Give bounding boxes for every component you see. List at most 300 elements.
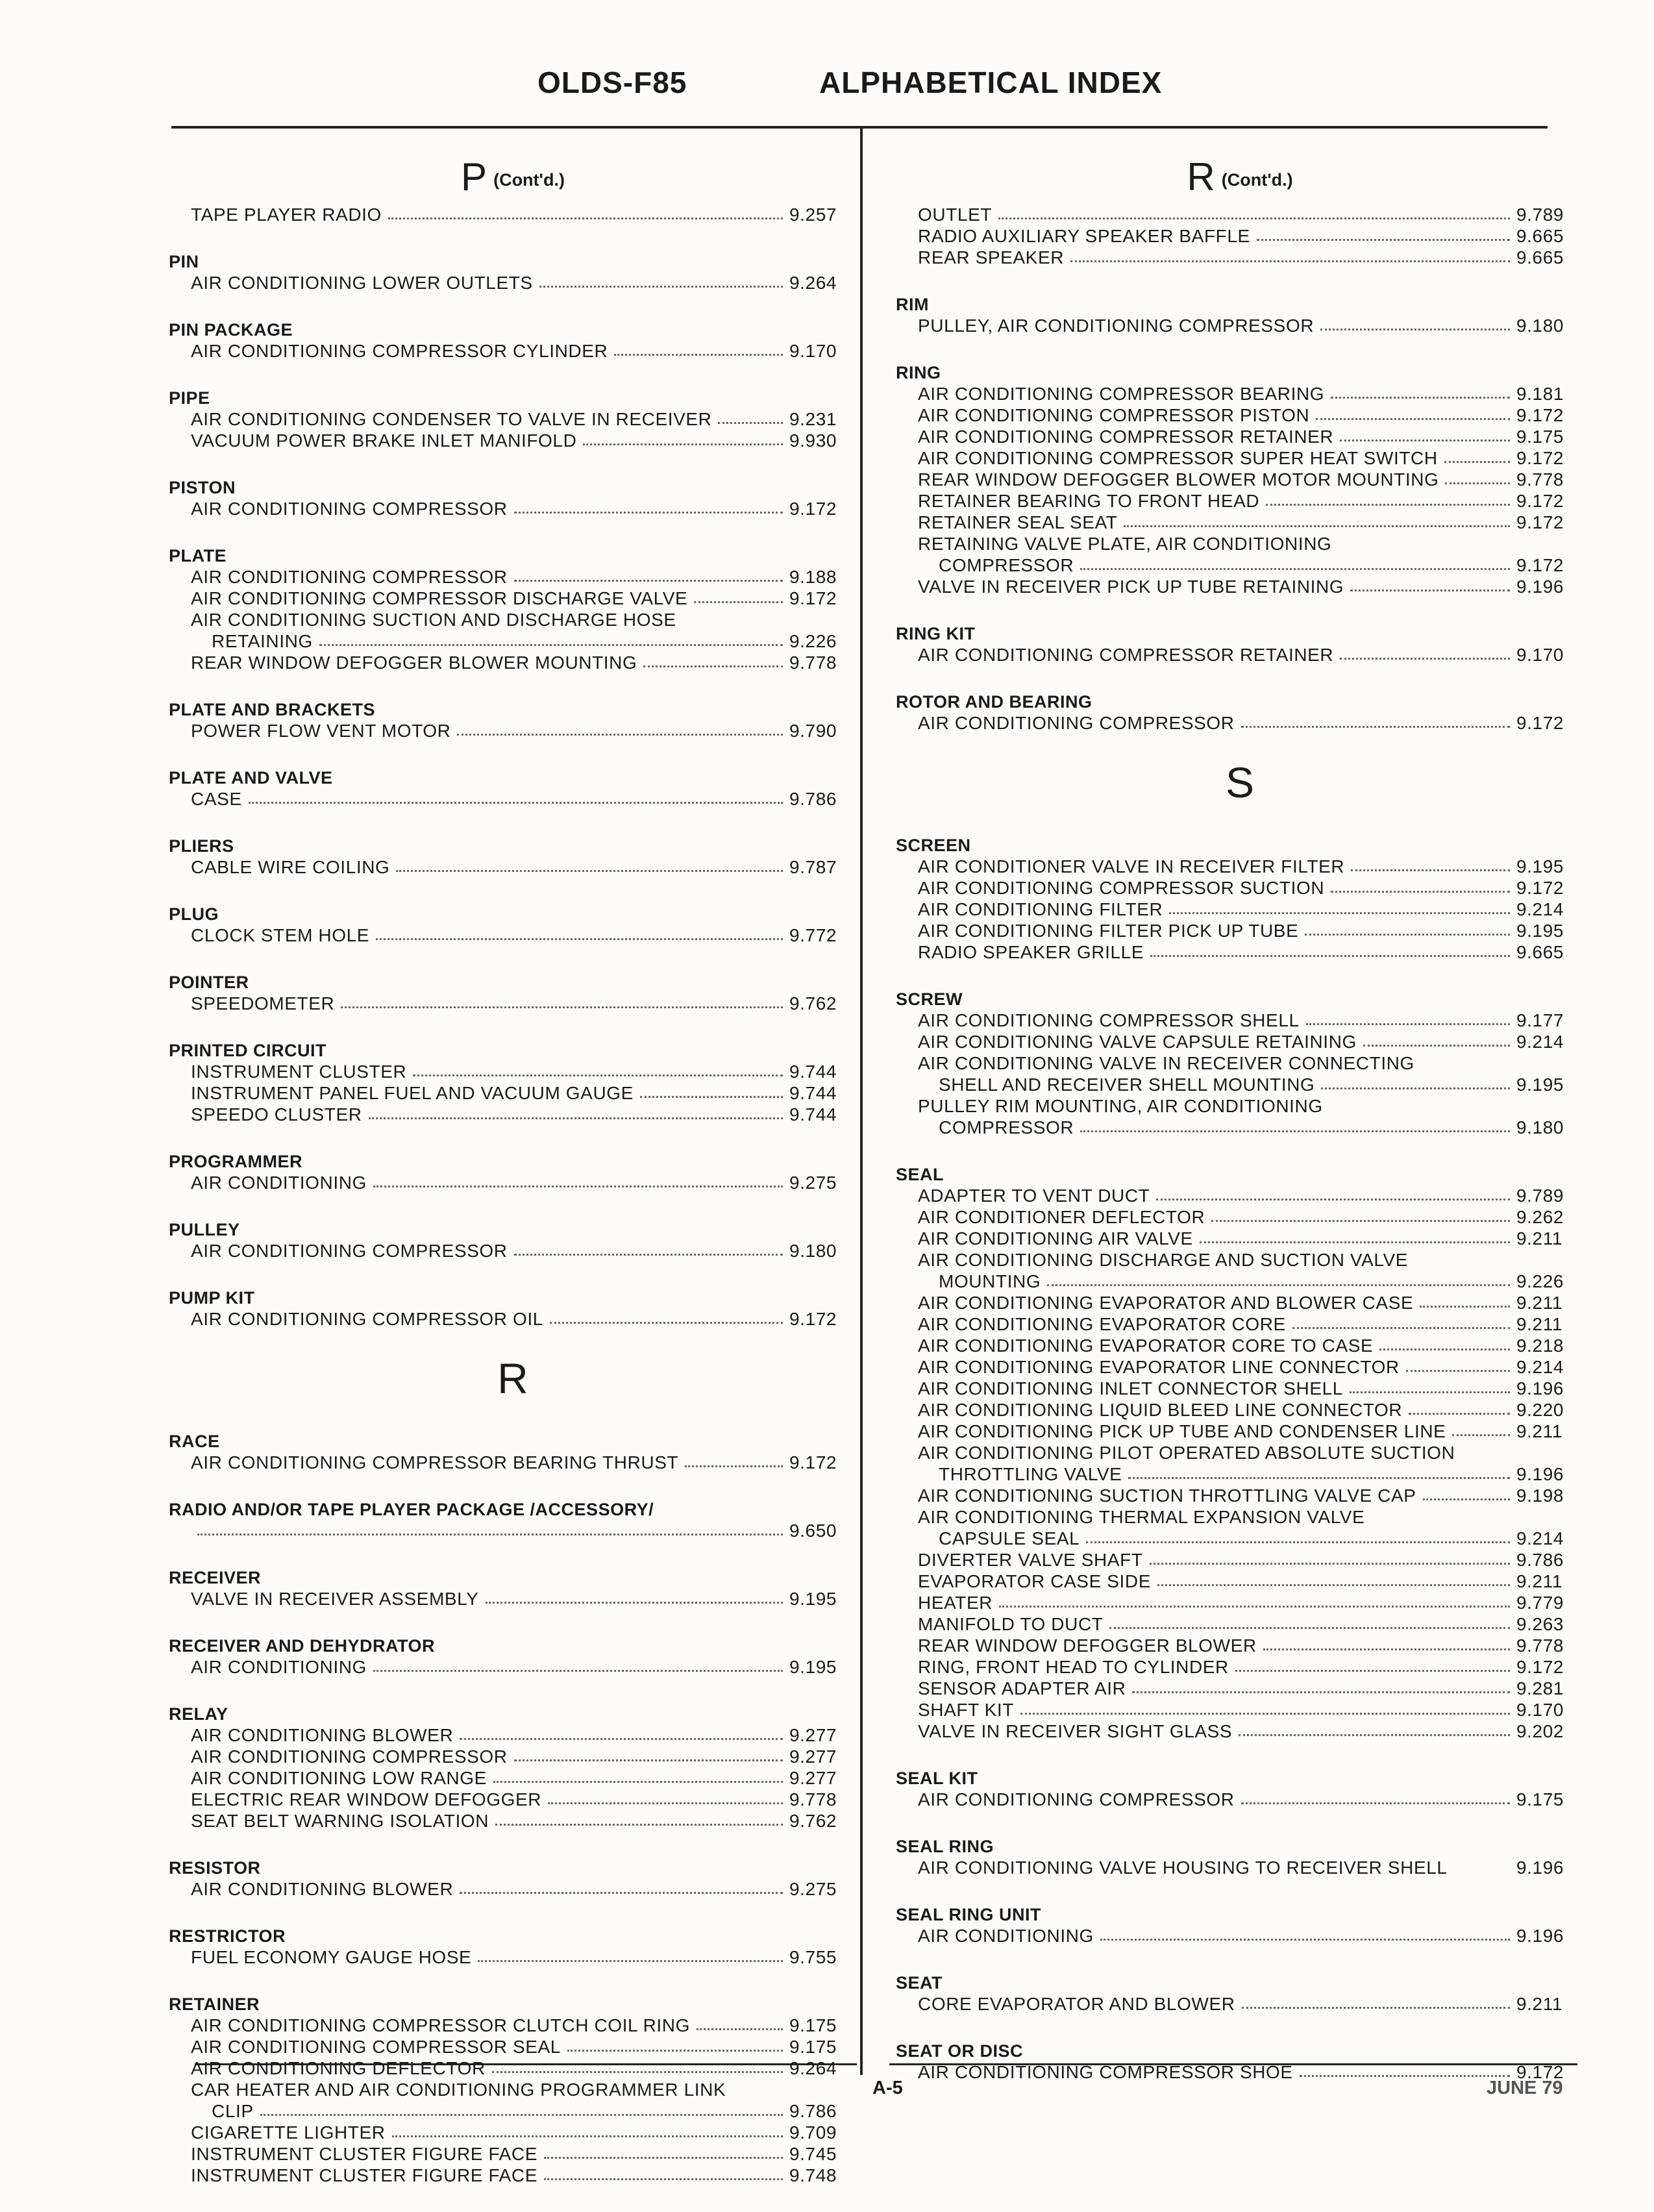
index-heading: PUMP KIT — [169, 1288, 255, 1308]
dot-leader — [260, 2114, 783, 2116]
dot-leader — [396, 870, 783, 872]
index-entry — [896, 1206, 1584, 1228]
dot-leader — [583, 443, 783, 445]
entry-label: REAR SPEAKER — [918, 247, 1065, 268]
dot-leader — [1452, 1434, 1510, 1436]
entry-label: CORE EVAPORATOR AND BLOWER — [918, 1994, 1235, 2015]
dot-leader — [685, 1465, 783, 1467]
entry-page-ref: 9.264 — [789, 273, 837, 293]
index-entry — [169, 1240, 857, 1261]
index-entry — [169, 788, 857, 810]
entry-label: AIR CONDITIONING COMPRESSOR — [191, 1241, 508, 1261]
index-heading: SEAL — [896, 1165, 944, 1185]
entry-label: AIR CONDITIONING VALVE CAPSULE RETAINING — [918, 1032, 1357, 1052]
entry-page-ref: 9.786 — [1516, 1550, 1564, 1571]
entry-page-ref: 9.175 — [789, 2037, 837, 2057]
dot-leader — [1350, 1391, 1510, 1393]
entry-page-ref: 9.172 — [1516, 2062, 1564, 2083]
entry-page-ref: 9.175 — [1516, 1789, 1564, 1810]
dot-leader — [1241, 726, 1510, 728]
entry-page-ref: 9.277 — [789, 1746, 837, 1767]
entry-page-ref: 9.226 — [1516, 1271, 1564, 1292]
index-entry — [896, 1399, 1584, 1421]
dot-leader — [998, 217, 1510, 219]
index-group — [169, 477, 857, 519]
index-entry — [169, 2100, 857, 2122]
index-group — [169, 545, 857, 673]
entry-page-ref: 9.790 — [789, 721, 837, 741]
entry-page-ref: 9.220 — [1516, 1400, 1564, 1421]
index-entry — [896, 225, 1584, 247]
dot-leader — [388, 217, 783, 219]
index-entry — [896, 1699, 1584, 1721]
entry-label: AIR CONDITIONING COMPRESSOR CYLINDER — [191, 341, 608, 362]
index-group — [169, 1287, 857, 1330]
dot-leader — [694, 601, 783, 603]
dot-leader — [369, 1117, 783, 1119]
entry-label: AIR CONDITIONING COMPRESSOR RETAINER — [918, 427, 1334, 447]
entry-label: MOUNTING — [939, 1271, 1041, 1292]
entry-page-ref: 9.650 — [789, 1521, 837, 1541]
entry-page-ref: 9.195 — [789, 1657, 837, 1678]
dot-leader — [1047, 1284, 1510, 1286]
entry-label: RADIO AUXILIARY SPEAKER BAFFLE — [918, 226, 1250, 247]
entry-label: AIR CONDITIONING INLET CONNECTOR SHELL — [918, 1378, 1343, 1399]
entry-label: AIR CONDITIONING DEFLECTOR — [191, 2058, 486, 2079]
entry-label: SENSOR ADAPTER AIR — [918, 1678, 1126, 1699]
index-entry — [169, 1082, 857, 1104]
entry-label: REAR WINDOW DEFOGGER BLOWER MOUNTING — [191, 652, 637, 673]
continued-label: (Cont'd.) — [493, 170, 565, 190]
entry-page-ref: 9.281 — [1516, 1678, 1564, 1699]
index-entry — [169, 272, 857, 293]
entry-page-ref: 9.172 — [1516, 1657, 1564, 1678]
index-entry — [169, 1172, 857, 1193]
entry-page-ref: 9.211 — [1516, 1421, 1562, 1442]
dot-leader — [1080, 568, 1510, 570]
dot-leader — [495, 1824, 783, 1826]
index-group — [896, 1972, 1584, 2015]
entry-label: EVAPORATOR CASE SIDE — [918, 1571, 1151, 1592]
entry-label: AIR CONDITIONING COMPRESSOR SHOE — [918, 2062, 1293, 2083]
entry-page-ref: 9.789 — [1516, 1186, 1564, 1206]
entry-label: SHAFT KIT — [918, 1700, 1015, 1721]
index-heading: PISTON — [169, 478, 236, 498]
index-entry — [169, 566, 857, 588]
index-heading: RECEIVER AND DEHYDRATOR — [169, 1636, 436, 1656]
dot-leader — [544, 2178, 783, 2180]
entry-label: VALVE IN RECEIVER PICK UP TUBE RETAINING — [918, 577, 1344, 597]
entry-label: COMPRESSOR — [939, 1117, 1074, 1138]
entry-label: SEAT BELT WARNING ISOLATION — [191, 1811, 489, 1832]
dot-leader — [413, 1075, 783, 1076]
index-group — [896, 362, 1584, 597]
dot-leader — [1363, 1045, 1510, 1047]
entry-label: AIR CONDITIONING LOW RANGE — [191, 1768, 487, 1789]
dot-leader — [1239, 1734, 1510, 1736]
entry-label: AIR CONDITIONING COMPRESSOR OIL — [191, 1309, 543, 1330]
entry-page-ref: 9.786 — [789, 2101, 837, 2122]
index-entry — [896, 1228, 1584, 1249]
entry-page-ref: 9.198 — [1516, 1485, 1564, 1506]
p-groups — [169, 204, 857, 1330]
entry-label: AIR CONDITIONING VALVE HOUSING TO RECEIVER SHELL — [918, 1858, 1448, 1878]
entry-label: SPEEDOMETER — [191, 993, 335, 1014]
entry-page-ref: 9.762 — [789, 1811, 837, 1832]
index-group — [169, 1567, 857, 1609]
entry-page-ref: 9.778 — [1516, 1635, 1564, 1656]
entry-page-ref: 9.778 — [1516, 469, 1564, 490]
dot-leader — [514, 1759, 783, 1761]
entry-label: RETAINING — [212, 631, 313, 652]
index-entry — [896, 1678, 1584, 1699]
index-entry — [169, 1520, 857, 1541]
r-groups — [169, 1431, 857, 2186]
entry-page-ref: 9.181 — [1516, 384, 1564, 404]
index-entry — [896, 1335, 1584, 1356]
dot-leader — [1406, 1370, 1510, 1372]
entry-label: DIVERTER VALVE SHAFT — [918, 1550, 1143, 1571]
index-entry — [896, 1613, 1584, 1635]
index-entry — [169, 1946, 857, 1968]
index-entry — [896, 1789, 1584, 1810]
dot-leader — [249, 802, 783, 804]
entry-page-ref: 9.211 — [1516, 1994, 1562, 2015]
index-group — [896, 1836, 1584, 1878]
entry-label: AIR CONDITIONING BLOWER — [191, 1879, 454, 1900]
entry-page-ref: 9.709 — [789, 2122, 837, 2143]
index-entry — [169, 1767, 857, 1789]
entry-page-ref: 9.172 — [1516, 448, 1564, 469]
index-heading: ROTOR AND BEARING — [896, 692, 1092, 712]
dot-leader — [1409, 1413, 1510, 1415]
index-entry — [896, 899, 1584, 920]
index-entry — [896, 2061, 1584, 2083]
entry-page-ref: 9.175 — [789, 2015, 837, 2036]
entry-page-ref: 9.231 — [789, 409, 837, 430]
index-entry — [169, 1746, 857, 1767]
dot-leader — [1331, 397, 1510, 399]
index-heading: SEAT OR DISC — [896, 2041, 1024, 2061]
entry-page-ref: 9.195 — [1516, 856, 1564, 877]
index-entry — [169, 2122, 857, 2143]
index-entry — [896, 1095, 1584, 1117]
dot-leader — [478, 1960, 783, 1962]
dot-leader — [1351, 869, 1510, 871]
dot-leader — [1128, 1477, 1510, 1479]
index-group — [896, 1768, 1584, 1810]
entry-label: COMPRESSOR — [939, 555, 1074, 576]
index-group — [169, 251, 857, 293]
index-entry — [896, 1271, 1584, 1292]
index-heading: SCREEN — [896, 836, 971, 856]
entry-page-ref: 9.170 — [1516, 645, 1564, 665]
index-group — [169, 699, 857, 741]
index-entry — [169, 204, 857, 225]
dot-leader — [460, 1892, 783, 1894]
index-entry — [169, 925, 857, 946]
index-entry — [169, 1452, 857, 1473]
entry-page-ref: 9.196 — [1516, 1858, 1564, 1878]
index-entry — [896, 315, 1584, 336]
index-entry — [169, 1724, 857, 1746]
entry-page-ref: 9.748 — [789, 2165, 837, 2186]
index-entry — [896, 920, 1584, 941]
dot-leader — [460, 1738, 783, 1740]
entry-label: AIR CONDITIONING — [918, 1926, 1094, 1946]
section-letter-p: P (Cont'd.) — [461, 155, 565, 199]
dot-leader — [341, 1006, 783, 1008]
dot-leader — [1157, 1584, 1510, 1586]
index-entry — [169, 2165, 857, 2186]
index-entry — [896, 941, 1584, 963]
dot-leader — [1200, 1241, 1510, 1243]
right-column — [896, 156, 1584, 2109]
entry-label: CLIP — [212, 2101, 254, 2122]
index-heading: PIN PACKAGE — [169, 320, 293, 340]
entry-page-ref: 9.755 — [789, 1947, 837, 1968]
index-heading: RING KIT — [896, 624, 976, 644]
dot-leader — [1379, 1348, 1510, 1350]
index-entry — [896, 1528, 1584, 1549]
entry-label: AIR CONDITIONING SUCTION THROTTLING VALVE CAP — [918, 1485, 1416, 1506]
entry-label: VALVE IN RECEIVER SIGHT GLASS — [918, 1721, 1233, 1742]
entry-label: AIR CONDITIONING AIR VALVE — [918, 1228, 1193, 1249]
entry-page-ref: 9.786 — [789, 789, 837, 810]
dot-leader — [1109, 1627, 1510, 1629]
entry-label: AIR CONDITIONING COMPRESSOR SUCTION — [918, 878, 1325, 899]
dot-leader — [1444, 461, 1510, 463]
index-entry — [896, 1292, 1584, 1313]
index-entry — [896, 1463, 1584, 1485]
index-heading: PRINTED CIRCUIT — [169, 1041, 327, 1061]
entry-label: CLOCK STEM HOLE — [191, 925, 370, 946]
dot-leader — [544, 2157, 783, 2159]
index-entry — [896, 447, 1584, 469]
index-heading: SEAL RING UNIT — [896, 1905, 1042, 1925]
index-entry — [896, 1442, 1584, 1463]
index-group — [169, 1431, 857, 1473]
dot-leader — [1150, 1563, 1510, 1565]
index-entry — [896, 644, 1584, 665]
index-entry — [169, 609, 857, 630]
index-entry — [169, 430, 857, 451]
entry-page-ref: 9.277 — [789, 1725, 837, 1746]
entry-page-ref: 9.745 — [789, 2144, 837, 2165]
index-heading: RACE — [169, 1432, 220, 1452]
index-group — [896, 1164, 1584, 1742]
entry-page-ref: 9.779 — [1516, 1593, 1564, 1613]
index-entry — [169, 408, 857, 430]
entry-page-ref: 9.172 — [1516, 555, 1564, 576]
entry-label: CABLE WIRE COILING — [191, 857, 390, 878]
index-entry — [169, 720, 857, 741]
dot-leader — [643, 665, 783, 667]
entry-page-ref: 9.172 — [789, 1309, 837, 1330]
entry-page-ref: 9.214 — [1516, 1528, 1564, 1549]
entry-page-ref: 9.218 — [1516, 1336, 1564, 1356]
dot-leader — [1263, 1648, 1510, 1650]
page-number: A-5 — [872, 2078, 903, 2098]
index-group — [896, 2041, 1584, 2083]
entry-page-ref: 9.226 — [789, 631, 837, 652]
index-group — [896, 623, 1584, 665]
entry-page-ref: 9.172 — [1516, 713, 1564, 734]
entry-page-ref: 9.177 — [1516, 1010, 1564, 1031]
entry-label: AIR CONDITIONING — [191, 1173, 367, 1193]
index-group — [169, 1926, 857, 1968]
dot-leader — [1420, 1306, 1510, 1308]
index-group — [896, 294, 1584, 336]
index-entry — [169, 1588, 857, 1609]
entry-page-ref: 9.277 — [789, 1768, 837, 1789]
index-entry — [896, 1925, 1584, 1946]
entry-page-ref: 9.214 — [1516, 1032, 1564, 1052]
index-group — [169, 1499, 857, 1541]
index-group — [169, 1151, 857, 1193]
entry-page-ref: 9.195 — [1516, 921, 1564, 941]
column-divider — [860, 127, 863, 2075]
entry-label: AIR CONDITIONING COMPRESSOR RETAINER — [918, 645, 1334, 665]
index-heading: PLUG — [169, 904, 219, 925]
index-entry — [896, 469, 1584, 490]
left-column — [169, 156, 857, 2212]
dot-leader — [392, 2135, 783, 2137]
index-entry — [896, 1313, 1584, 1335]
entry-label: AIR CONDITIONING COMPRESSOR CLUTCH COIL RING — [191, 2015, 690, 2036]
index-entry — [896, 404, 1584, 426]
r-groups-contd — [896, 204, 1584, 734]
dot-leader — [1086, 1541, 1510, 1543]
entry-page-ref: 9.196 — [1516, 1926, 1564, 1946]
dot-leader — [373, 1186, 783, 1187]
continued-label: (Cont'd.) — [1221, 170, 1293, 190]
dot-leader — [1300, 2075, 1510, 2077]
header-title: OLDS-F85 — [537, 66, 687, 99]
entry-page-ref: 9.196 — [1516, 1464, 1564, 1485]
entry-page-ref: 9.744 — [789, 1083, 837, 1104]
index-heading: PLATE — [169, 546, 227, 566]
index-entry — [896, 1117, 1584, 1138]
entry-page-ref: 9.264 — [789, 2058, 837, 2079]
entry-label: PULLEY RIM MOUNTING, AIR CONDITIONING — [918, 1096, 1323, 1117]
entry-label: INSTRUMENT CLUSTER FIGURE FACE — [191, 2165, 537, 2186]
entry-page-ref: 9.211 — [1516, 1571, 1562, 1592]
index-heading: RADIO AND/OR TAPE PLAYER PACKAGE /ACCESSORY/ — [169, 1500, 654, 1520]
index-entry — [896, 1506, 1584, 1528]
dot-leader — [999, 1606, 1510, 1608]
entry-label: ADAPTER TO VENT DUCT — [918, 1186, 1150, 1206]
entry-label: AIR CONDITIONING COMPRESSOR — [191, 499, 508, 519]
entry-page-ref: 9.172 — [1516, 491, 1564, 512]
dot-leader — [457, 734, 783, 736]
entry-page-ref: 9.172 — [1516, 878, 1564, 899]
entry-label: CAPSULE SEAL — [939, 1528, 1080, 1549]
entry-label: AIR CONDITIONING EVAPORATOR CORE TO CASE — [918, 1336, 1374, 1356]
entry-label: CIGARETTE LIGHTER — [191, 2122, 386, 2143]
dot-leader — [614, 354, 783, 356]
dot-leader — [1331, 891, 1510, 893]
index-entry — [896, 533, 1584, 554]
entry-page-ref: 9.180 — [789, 1241, 837, 1261]
index-entry — [169, 2057, 857, 2079]
dot-leader — [1100, 1939, 1510, 1941]
entry-label: FUEL ECONOMY GAUGE HOSE — [191, 1947, 472, 1968]
entry-label: AIR CONDITIONING COMPRESSOR — [191, 567, 508, 588]
index-heading: RESTRICTOR — [169, 1926, 286, 1946]
entry-label: AIR CONDITIONER DEFLECTOR — [918, 1207, 1205, 1228]
index-heading: PLIERS — [169, 836, 234, 856]
section-letter-r: R — [497, 1354, 528, 1403]
index-entry — [896, 1857, 1584, 1878]
header-section-title: ALPHABETICAL INDEX — [819, 66, 1163, 99]
entry-page-ref: 9.789 — [1516, 205, 1564, 225]
dot-leader — [1306, 1023, 1510, 1025]
entry-page-ref: 9.211 — [1516, 1228, 1562, 1249]
index-entry — [896, 1378, 1584, 1399]
dot-leader — [1321, 1087, 1510, 1089]
index-entry — [896, 1993, 1584, 2015]
index-entry — [896, 554, 1584, 576]
entry-page-ref: 9.744 — [789, 1104, 837, 1125]
entry-label: AIR CONDITIONING COMPRESSOR PISTON — [918, 405, 1310, 426]
entry-page-ref: 9.214 — [1516, 899, 1564, 920]
index-heading: RECEIVER — [169, 1568, 262, 1588]
index-entry — [896, 426, 1584, 447]
entry-page-ref: 9.772 — [789, 925, 837, 946]
entry-label: AIR CONDITIONING COMPRESSOR DISCHARGE VALVE — [191, 588, 688, 609]
entry-page-ref: 9.202 — [1516, 1721, 1564, 1742]
index-heading: SEAL RING — [896, 1837, 994, 1857]
index-group — [896, 204, 1584, 268]
index-entry — [169, 1061, 857, 1082]
dot-leader — [1292, 1327, 1510, 1329]
index-heading: PLATE AND BRACKETS — [169, 700, 375, 720]
dot-leader — [1305, 934, 1510, 936]
dot-leader — [1445, 482, 1510, 484]
entry-page-ref: 9.180 — [1516, 316, 1564, 336]
entry-label: AIR CONDITIONING EVAPORATOR AND BLOWER CASE — [918, 1293, 1414, 1313]
index-group — [896, 691, 1584, 734]
entry-page-ref: 9.211 — [1516, 1314, 1562, 1335]
entry-label: RING, FRONT HEAD TO CYLINDER — [918, 1657, 1229, 1678]
index-entry — [896, 1249, 1584, 1271]
index-entry — [896, 712, 1584, 734]
entry-label: AIR CONDITIONING CONDENSER TO VALVE IN RECEIVER — [191, 409, 712, 430]
index-group — [169, 1635, 857, 1678]
entry-label: AIR CONDITIONING THERMAL EXPANSION VALVE — [918, 1507, 1365, 1528]
entry-page-ref: 9.172 — [789, 1452, 837, 1473]
index-entry — [169, 856, 857, 878]
entry-label: REAR WINDOW DEFOGGER BLOWER — [918, 1635, 1257, 1656]
dot-leader — [1235, 1670, 1510, 1672]
dot-leader — [1423, 1498, 1510, 1500]
header-rule — [171, 126, 1548, 129]
entry-label: SHELL AND RECEIVER SHELL MOUNTING — [939, 1075, 1315, 1095]
dot-leader — [1340, 440, 1510, 441]
entry-label: RETAINER SEAL SEAT — [918, 512, 1118, 533]
entry-page-ref: 9.275 — [789, 1173, 837, 1193]
dot-leader — [319, 644, 783, 646]
entry-label: AIR CONDITIONING COMPRESSOR — [191, 1746, 508, 1767]
dot-leader — [539, 286, 783, 288]
s-groups — [896, 835, 1584, 2083]
entry-page-ref: 9.180 — [1516, 1117, 1564, 1138]
dot-leader — [1080, 1130, 1510, 1132]
entry-label: INSTRUMENT CLUSTER — [191, 1062, 407, 1082]
index-group — [169, 388, 857, 451]
dot-leader — [1169, 912, 1510, 914]
